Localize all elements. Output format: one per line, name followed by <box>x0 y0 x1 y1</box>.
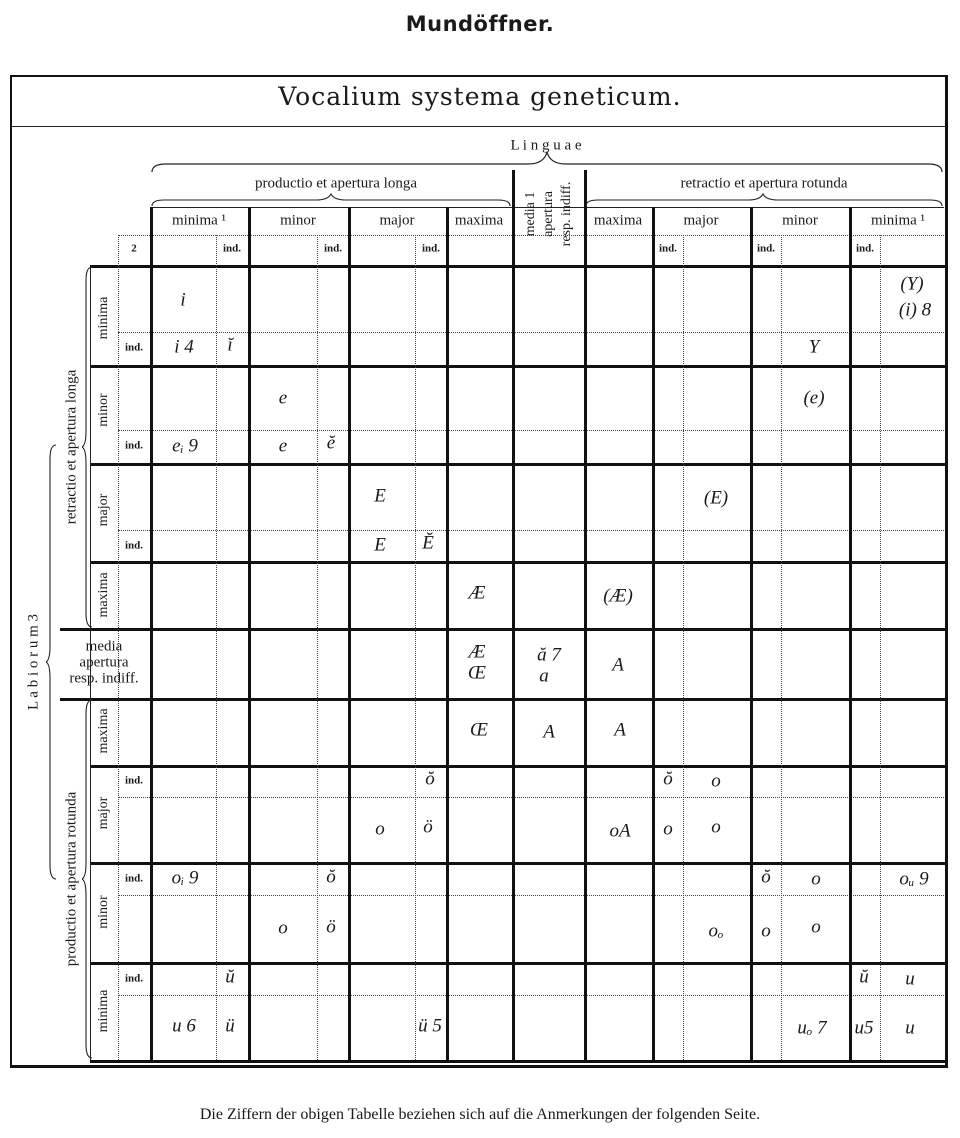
middle-row-label-3: resp. indiff. <box>69 670 139 687</box>
vowel-symbol: (i) 8 <box>898 299 932 321</box>
col-rule <box>781 235 782 1060</box>
heading-rule <box>12 126 946 127</box>
vowel-symbol: o <box>711 816 721 838</box>
row-degree: minima <box>96 989 111 1033</box>
col-degree: maxima <box>454 212 504 229</box>
vowel-symbol: ü <box>225 1015 235 1037</box>
row-rule <box>118 332 944 333</box>
col-rule <box>683 235 684 1060</box>
vowel-symbol: A <box>612 654 624 676</box>
col-degree: major <box>683 212 719 229</box>
vowel-symbol: A <box>543 721 555 743</box>
row-ind: ind. <box>124 972 144 985</box>
row-rule <box>118 430 944 431</box>
col-rule <box>348 207 351 1060</box>
middle-col-label-2: apertura <box>541 191 556 237</box>
vowel-symbol: A <box>614 719 626 741</box>
row-ind: ind. <box>124 872 144 885</box>
vowel-symbol: o <box>278 917 288 939</box>
subheader-two: 2 <box>131 242 137 255</box>
bottom-group-brace <box>82 698 94 1060</box>
vowel-symbol: i 4 <box>174 336 194 358</box>
col-degree: minor <box>782 212 818 229</box>
row-rule <box>118 895 944 896</box>
row-degree: major <box>96 796 111 830</box>
row-ind: ind. <box>124 341 144 354</box>
vowel-symbol: ŭ <box>225 966 235 988</box>
top-group-brace <box>82 265 94 629</box>
row-rule <box>90 962 946 965</box>
row-rule <box>60 698 946 701</box>
vowel-symbol: (Y) <box>900 273 924 295</box>
col-degree: minima ¹ <box>870 212 926 229</box>
vowel-symbol: E <box>374 485 386 507</box>
vowel-symbol: i <box>180 289 186 311</box>
vowel-symbol: o <box>811 868 821 890</box>
col-rule <box>652 207 655 1060</box>
middle-col-label-1: media 1 <box>523 191 538 237</box>
subheader-ind: ind. <box>421 242 441 255</box>
vowel-symbol: a <box>539 665 549 687</box>
col-rule <box>248 207 251 1060</box>
row-rule <box>118 797 944 798</box>
middle-row-label-1: media <box>85 638 123 655</box>
vowel-symbol: ŏ <box>326 866 336 888</box>
vowel-symbol: ŏ <box>663 768 673 790</box>
row-rule <box>90 561 946 564</box>
col-rule <box>584 170 587 1060</box>
col-rule <box>317 235 318 1060</box>
vowel-symbol: e <box>278 387 288 409</box>
vowel-symbol: u 6 <box>172 1015 196 1037</box>
col-rule <box>415 235 416 1060</box>
left-group-label: productio et apertura longa <box>254 175 418 192</box>
vowel-symbol: (Æ) <box>603 585 633 607</box>
col-degree: minor <box>280 212 316 229</box>
middle-row-label-2: apertura <box>79 654 129 671</box>
table-heading: Vocalium systema geneticum. <box>278 82 682 111</box>
row-degree: minima <box>96 296 111 340</box>
footnote: Die Ziffern der obigen Tabelle beziehen sich auf die Anmerkungen der folgenden Seite. <box>199 1106 761 1123</box>
row-ind: ind. <box>124 774 144 787</box>
vowel-symbol: ŏ <box>761 866 771 888</box>
col-rule <box>849 207 852 1060</box>
left-group-brace <box>150 192 512 210</box>
vowel-symbol: E <box>374 534 386 556</box>
page-title: Mundöffner. <box>405 12 555 36</box>
row-rule <box>90 463 946 466</box>
vowel-symbol: Æ <box>468 641 486 663</box>
col-rule <box>216 235 217 1060</box>
row-rule <box>90 862 946 865</box>
col-degree: maxima <box>593 212 643 229</box>
vowel-symbol: oₒ <box>708 920 724 942</box>
linguae-label: L i n g u a e <box>510 137 582 154</box>
vowel-symbol: u5 <box>854 1017 874 1039</box>
col-rule <box>750 207 753 1060</box>
row-rule <box>118 530 944 531</box>
bottom-group-label: productio et apertura rotunda <box>63 791 80 967</box>
col-rule <box>880 235 881 1060</box>
vowel-symbol: (E) <box>703 487 729 509</box>
row-rule <box>118 995 944 996</box>
row-degree: major <box>96 493 111 527</box>
labiorum-label: L a b i o r u m 3 <box>25 613 42 711</box>
row-degree: maxima <box>96 572 111 618</box>
vowel-symbol: Œ <box>468 662 486 684</box>
col-rule <box>446 207 449 1060</box>
vowel-symbol: o <box>711 770 721 792</box>
labiorum-brace <box>46 443 58 881</box>
vowel-symbol: Ĕ <box>422 532 434 554</box>
vowel-symbol: u <box>905 968 915 990</box>
col-degree: major <box>379 212 415 229</box>
vowel-symbol: o <box>761 920 771 942</box>
vowel-symbol: o <box>375 818 385 840</box>
row-degree: minor <box>96 895 111 929</box>
col-rule <box>150 207 153 1060</box>
bottom-rule <box>90 1060 946 1063</box>
vowel-symbol: o <box>811 916 821 938</box>
right-group-brace <box>584 192 944 210</box>
vowel-symbol: ŭ <box>859 966 869 988</box>
vowel-symbol: Œ <box>470 719 488 741</box>
subheader-ind: ind. <box>658 242 678 255</box>
vowel-symbol: o <box>663 818 673 840</box>
vowel-symbol: e <box>278 435 288 457</box>
vowel-symbol: ĭ <box>227 334 233 356</box>
row-rule <box>90 365 946 368</box>
vowel-symbol: ŏ <box>425 768 435 790</box>
subheader-ind: ind. <box>323 242 343 255</box>
top-group-label: retractio et apertura longa <box>63 369 80 525</box>
col-degree: minima ¹ <box>171 212 227 229</box>
right-group-label: retractio et apertura rotunda <box>680 175 848 192</box>
vowel-symbol: ö <box>423 816 433 838</box>
subheader-ind: ind. <box>222 242 242 255</box>
row-rule <box>60 628 946 631</box>
vowel-symbol: Y <box>808 336 820 358</box>
vowel-symbol: ö <box>326 916 336 938</box>
vowel-symbol: u <box>905 1017 915 1039</box>
row-degree: minor <box>96 393 111 427</box>
col-rule <box>512 170 515 1060</box>
middle-col-label-3: resp. indiff. <box>559 181 574 247</box>
vowel-symbol: Æ <box>468 582 486 604</box>
vowel-symbol: oᵢ 9 <box>171 867 199 889</box>
vowel-symbol: uₒ 7 <box>797 1017 827 1039</box>
row-rule <box>90 765 946 768</box>
row-ind: ind. <box>124 439 144 452</box>
vowel-symbol: eᵢ 9 <box>172 435 198 457</box>
row-degree: maxima <box>96 708 111 754</box>
subheader-ind: ind. <box>855 242 875 255</box>
row-ind: ind. <box>124 539 144 552</box>
subheader-ind: ind. <box>756 242 776 255</box>
vowel-symbol: oᵤ 9 <box>899 868 929 890</box>
vowel-symbol: (e) <box>803 387 825 409</box>
vowel-symbol: ü 5 <box>418 1015 442 1037</box>
row-rule <box>90 265 946 268</box>
vowel-symbol: oA <box>609 820 631 842</box>
vowel-symbol: ĕ <box>326 432 336 454</box>
vowel-symbol: ă 7 <box>537 644 561 666</box>
